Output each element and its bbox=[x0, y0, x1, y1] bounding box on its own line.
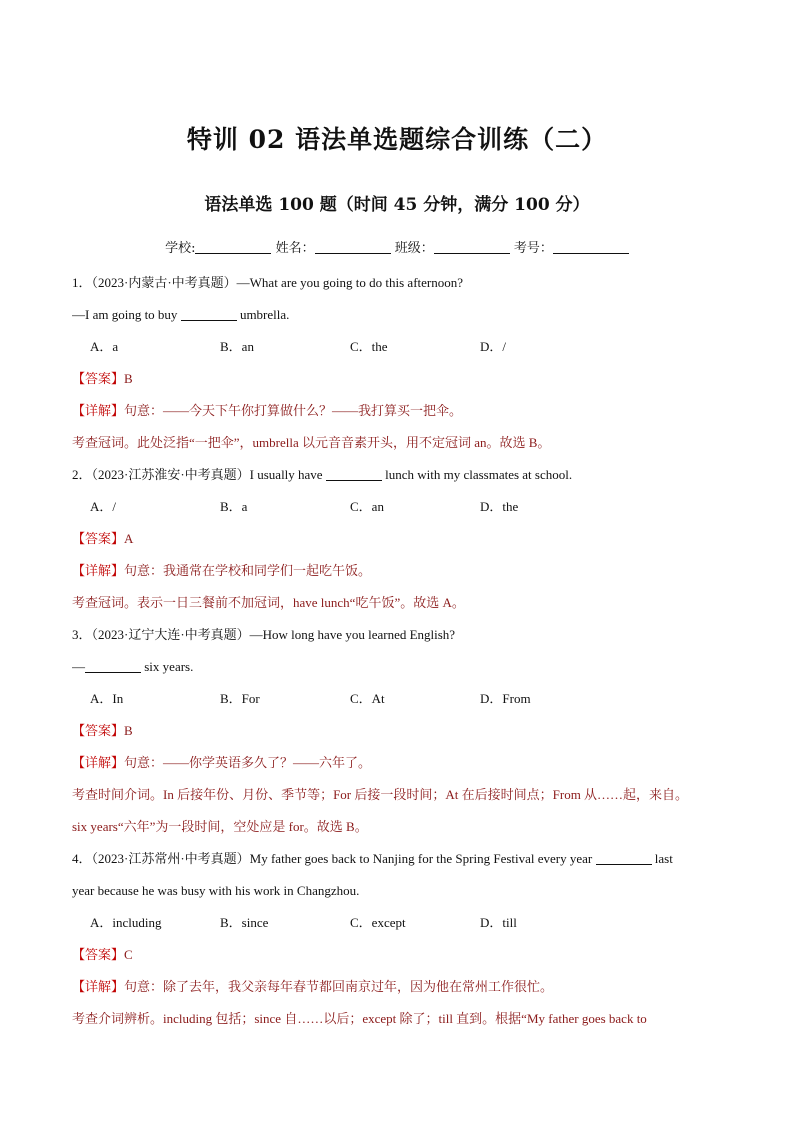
question-3-answer bbox=[72, 722, 737, 740]
question-3-detail-line3: six years“六年”为一段时间，空处应是 for。故选 B。 bbox=[72, 819, 368, 834]
answer-value: A bbox=[124, 531, 134, 546]
answer-label: 【答案】 bbox=[72, 531, 125, 546]
option-a[interactable]: A．In bbox=[90, 691, 124, 706]
question-1-options bbox=[90, 338, 755, 356]
option-c[interactable]: C．At bbox=[350, 691, 385, 706]
question-2-stem: 2．（2023·江苏淮安·中考真题）I usually have lunch with my classmates at school. bbox=[72, 467, 573, 482]
answer-blank bbox=[596, 851, 652, 865]
question-1-detail-line2: 考查冠词。此处泛指“一把伞”，umbrella 以元音音素开头，用不定冠词 an。故选 B。 bbox=[72, 435, 551, 450]
option-c[interactable]: C．except bbox=[350, 915, 406, 930]
name-label: 姓名： bbox=[275, 241, 315, 256]
answer-blank bbox=[85, 659, 141, 673]
answer-value: B bbox=[124, 723, 133, 738]
question-2-detail-line2: 考查冠词。表示一日三餐前不加冠词，have lunch“吃午饭”。故选 A。 bbox=[72, 595, 465, 610]
option-d[interactable]: D．From bbox=[480, 691, 531, 706]
answer-value: C bbox=[124, 947, 133, 962]
question-3-options bbox=[90, 690, 755, 708]
answer-blank bbox=[326, 467, 382, 481]
answer-value: B bbox=[124, 371, 133, 386]
question-3-stem: 3．（2023·辽宁大连·中考真题）—How long have you learned English? bbox=[72, 627, 456, 642]
page-title: 特训 02 语法单选题综合训练（二） bbox=[186, 125, 608, 154]
class-label: 班级： bbox=[394, 241, 434, 256]
detail-label: 【详解】 bbox=[72, 563, 125, 578]
name-blank[interactable] bbox=[315, 240, 391, 254]
class-blank[interactable] bbox=[434, 240, 510, 254]
option-d[interactable]: D．till bbox=[480, 915, 517, 930]
question-4-detail-line2: 考查介词辨析。including 包括；since 自……以后；except 除了；till 直到。根据“My father goes back to bbox=[72, 1011, 647, 1026]
question-2-detail: 【详解】句意：我通常在学校和同学们一起吃午饭。 bbox=[72, 563, 372, 578]
option-b[interactable]: B．an bbox=[220, 339, 254, 354]
question-4-options bbox=[90, 914, 755, 932]
option-b[interactable]: B．a bbox=[220, 499, 248, 514]
option-c[interactable]: C．the bbox=[350, 339, 388, 354]
answer-label: 【答案】 bbox=[72, 723, 125, 738]
option-a[interactable]: A．including bbox=[90, 915, 162, 930]
student-info-line bbox=[0, 237, 794, 256]
question-1-stem-line2: —I am going to buy umbrella. bbox=[72, 307, 290, 322]
option-d[interactable]: D．the bbox=[480, 499, 519, 514]
question-4-stem: 4．（2023·江苏常州·中考真题）My father goes back to Nanjing for the Spring Festival every year last bbox=[72, 851, 673, 866]
question-1-detail: 【详解】句意：——今天下午你打算做什么？——我打算买一把伞。 bbox=[72, 403, 463, 418]
option-a[interactable]: A．/ bbox=[90, 499, 117, 514]
question-2-answer bbox=[72, 530, 737, 548]
option-c[interactable]: C．an bbox=[350, 499, 384, 514]
question-1-stem: 1．（2023·内蒙古·中考真题）—What are you going to do this afternoon? bbox=[72, 275, 464, 290]
option-b[interactable]: B．For bbox=[220, 691, 260, 706]
page-subtitle: 语法单选 100 题（时间 45 分钟，满分 100 分） bbox=[204, 195, 590, 215]
exam-no-blank[interactable] bbox=[553, 240, 629, 254]
detail-label: 【详解】 bbox=[72, 755, 125, 770]
question-2-options bbox=[90, 498, 755, 516]
exam-no-label: 考号： bbox=[513, 241, 553, 256]
question-4-detail: 【详解】句意：除了去年，我父亲每年春节都回南京过年，因为他在常州工作很忙。 bbox=[72, 979, 554, 994]
question-4-stem-line2: year because he was busy with his work in Changzhou. bbox=[72, 883, 360, 898]
detail-label: 【详解】 bbox=[72, 403, 125, 418]
school-label: 学校: bbox=[165, 241, 196, 256]
answer-label: 【答案】 bbox=[72, 947, 125, 962]
option-d[interactable]: D．/ bbox=[480, 339, 507, 354]
question-1-answer bbox=[72, 370, 737, 388]
question-3-detail: 【详解】句意：——你学英语多久了？——六年了。 bbox=[72, 755, 372, 770]
question-3-detail-line2: 考查时间介词。In 后接年份、月份、季节等；For 后接一段时间；At 在后接时间点；From 从……起，来自。 bbox=[72, 787, 689, 802]
question-4-answer bbox=[72, 946, 737, 964]
question-3-stem-line2: — six years. bbox=[72, 659, 194, 674]
option-b[interactable]: B．since bbox=[220, 915, 269, 930]
school-blank[interactable] bbox=[195, 240, 271, 254]
answer-blank bbox=[181, 307, 237, 321]
option-a[interactable]: A．a bbox=[90, 339, 119, 354]
detail-label: 【详解】 bbox=[72, 979, 125, 994]
answer-label: 【答案】 bbox=[72, 371, 125, 386]
